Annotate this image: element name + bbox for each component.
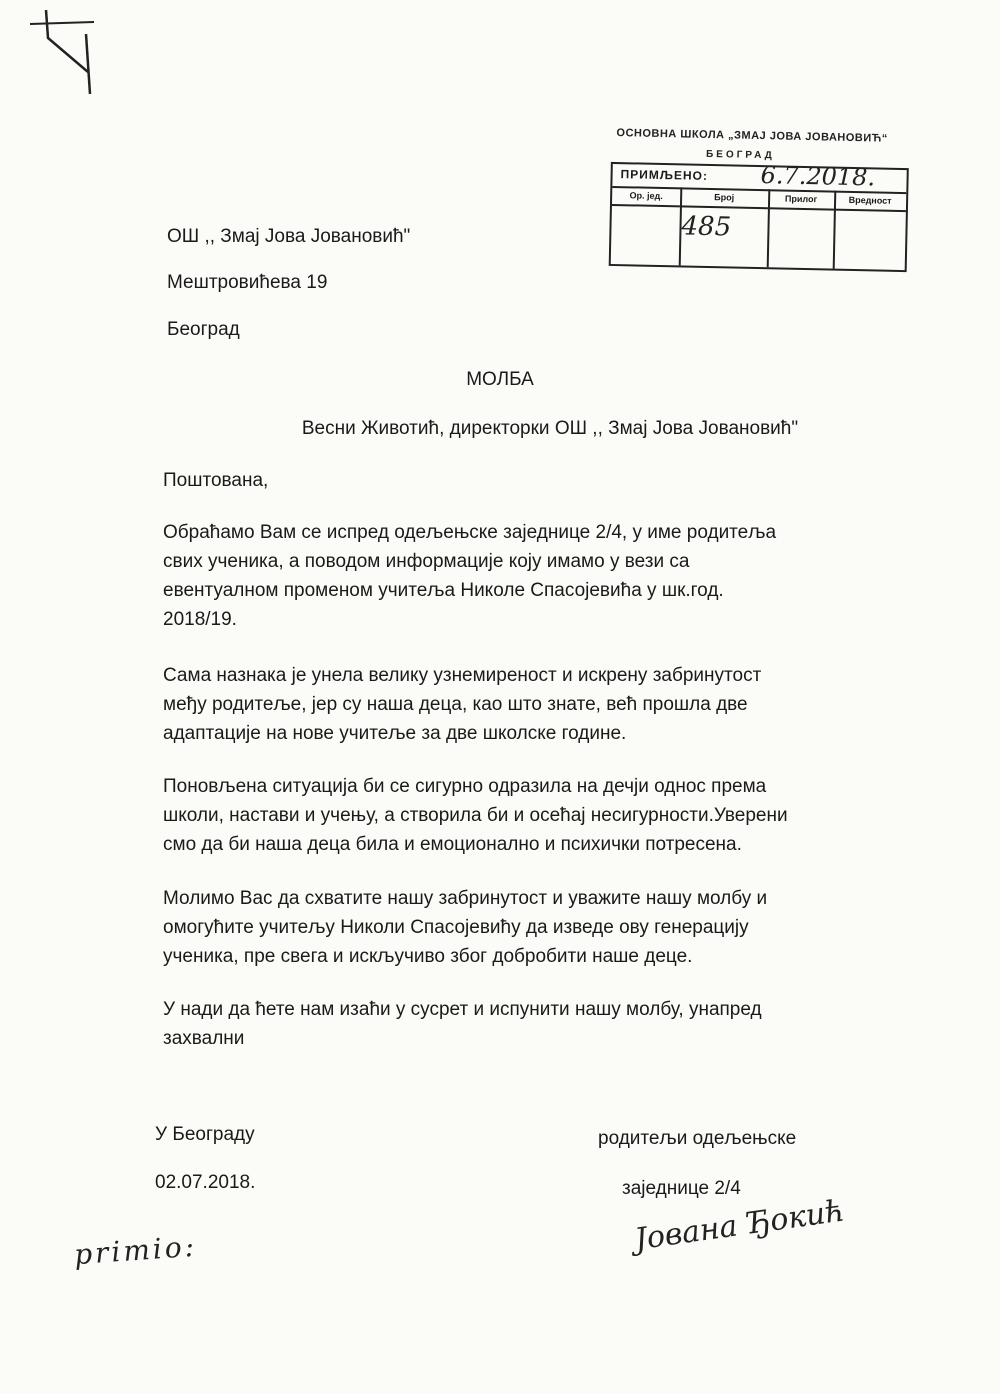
stamp-col-org bbox=[611, 186, 683, 265]
letter-title: МОЛБА bbox=[466, 369, 534, 390]
paragraph-1 bbox=[163, 518, 923, 634]
address-street: Мештровићева 19 bbox=[167, 272, 328, 293]
footer-place: У Београду bbox=[155, 1124, 255, 1145]
paragraph-line: смо да би наша деца била и емоционално и психички потресена. bbox=[163, 834, 742, 855]
paragraph-line: Поновљена ситуација би се сигурно одразила на дечји однос према bbox=[163, 776, 767, 797]
stamp-col-attachment-label: Прилог bbox=[768, 189, 834, 210]
stamp-col-number-label: Број bbox=[680, 187, 768, 209]
paragraph-line: Обраћамо Вам се испред одељењске заједнице 2/4, у име родитеља bbox=[163, 522, 777, 543]
paragraph-5 bbox=[163, 995, 923, 1053]
stamp-col-value bbox=[833, 191, 907, 270]
paragraph-line: школи, настави и учењу, а створила би и осећај несигурности.Уверени bbox=[163, 805, 788, 826]
footer-date: 02.07.2018. bbox=[155, 1172, 256, 1193]
stamp-received-label: ПРИМЉЕНО: bbox=[620, 167, 709, 183]
paragraph-line: омогућите учитељу Николи Спасојевићу да изведе ову генерацију bbox=[163, 917, 749, 938]
paragraph-line: У нади да ћете нам изаћи у сусрет и испунити нашу молбу, унапред bbox=[163, 999, 762, 1020]
handwritten-mark bbox=[28, 8, 108, 98]
stamp-school-name: ОСНОВНА ШКОЛА „ЗМАЈ ЈОВА ЈОВАНОВИЋ“ bbox=[616, 127, 888, 145]
paragraph-3 bbox=[163, 772, 923, 859]
stamp-box bbox=[609, 162, 909, 272]
stamp-city: БЕОГРАД bbox=[705, 148, 775, 162]
paragraph-line: адаптације на нове учитеље за две школске године. bbox=[163, 723, 627, 744]
stamp-col-org-label: Ор. јед. bbox=[612, 186, 680, 207]
paragraph-line: свих ученика, а поводом информације коју имамо у вези са bbox=[163, 551, 690, 572]
footer-signer-line-2: заједнице 2/4 bbox=[622, 1178, 741, 1199]
registry-stamp bbox=[603, 127, 911, 283]
stamp-received-date: 6.7.2018. bbox=[760, 161, 876, 192]
paragraph-line: Сама назнака је унела велику узнемиреност и искрену забринутост bbox=[163, 665, 762, 686]
received-note: primio: bbox=[72, 1229, 199, 1272]
salutation: Поштована, bbox=[163, 470, 269, 491]
stamp-entry-number: 485 bbox=[681, 211, 732, 243]
address-school: ОШ ,, Змај Јова Јовановић" bbox=[167, 226, 411, 247]
stamp-columns bbox=[611, 186, 907, 270]
stamp-col-attachment bbox=[767, 189, 837, 268]
paragraph-line: ученика, пре свега и искључиво због добробити наше деце. bbox=[163, 946, 693, 967]
paragraph-line: међу родитеље, јер су наша деца, као што знате, већ прошла две bbox=[163, 694, 748, 715]
signature: Јована Ђокић bbox=[632, 1193, 847, 1258]
letter-recipient: Весни Животић, директорки ОШ ,, Змај Јова Јовановић" bbox=[301, 418, 799, 439]
paragraph-line: Молимо Вас да схватите нашу забринутост и уважите нашу молбу и bbox=[163, 888, 768, 909]
paragraph-line: 2018/19. bbox=[163, 609, 237, 630]
address-city: Београд bbox=[167, 319, 240, 340]
stamp-col-value-label: Вредност bbox=[834, 191, 906, 213]
paragraph-4 bbox=[163, 884, 923, 971]
paragraph-line: захвални bbox=[163, 1028, 245, 1049]
paragraph-line: евентуалном променом учитеља Николе Спасојевића у шк.год. bbox=[163, 580, 724, 601]
paragraph-2 bbox=[163, 661, 923, 748]
footer-signer-line-1: родитељи одељењске bbox=[598, 1128, 797, 1149]
